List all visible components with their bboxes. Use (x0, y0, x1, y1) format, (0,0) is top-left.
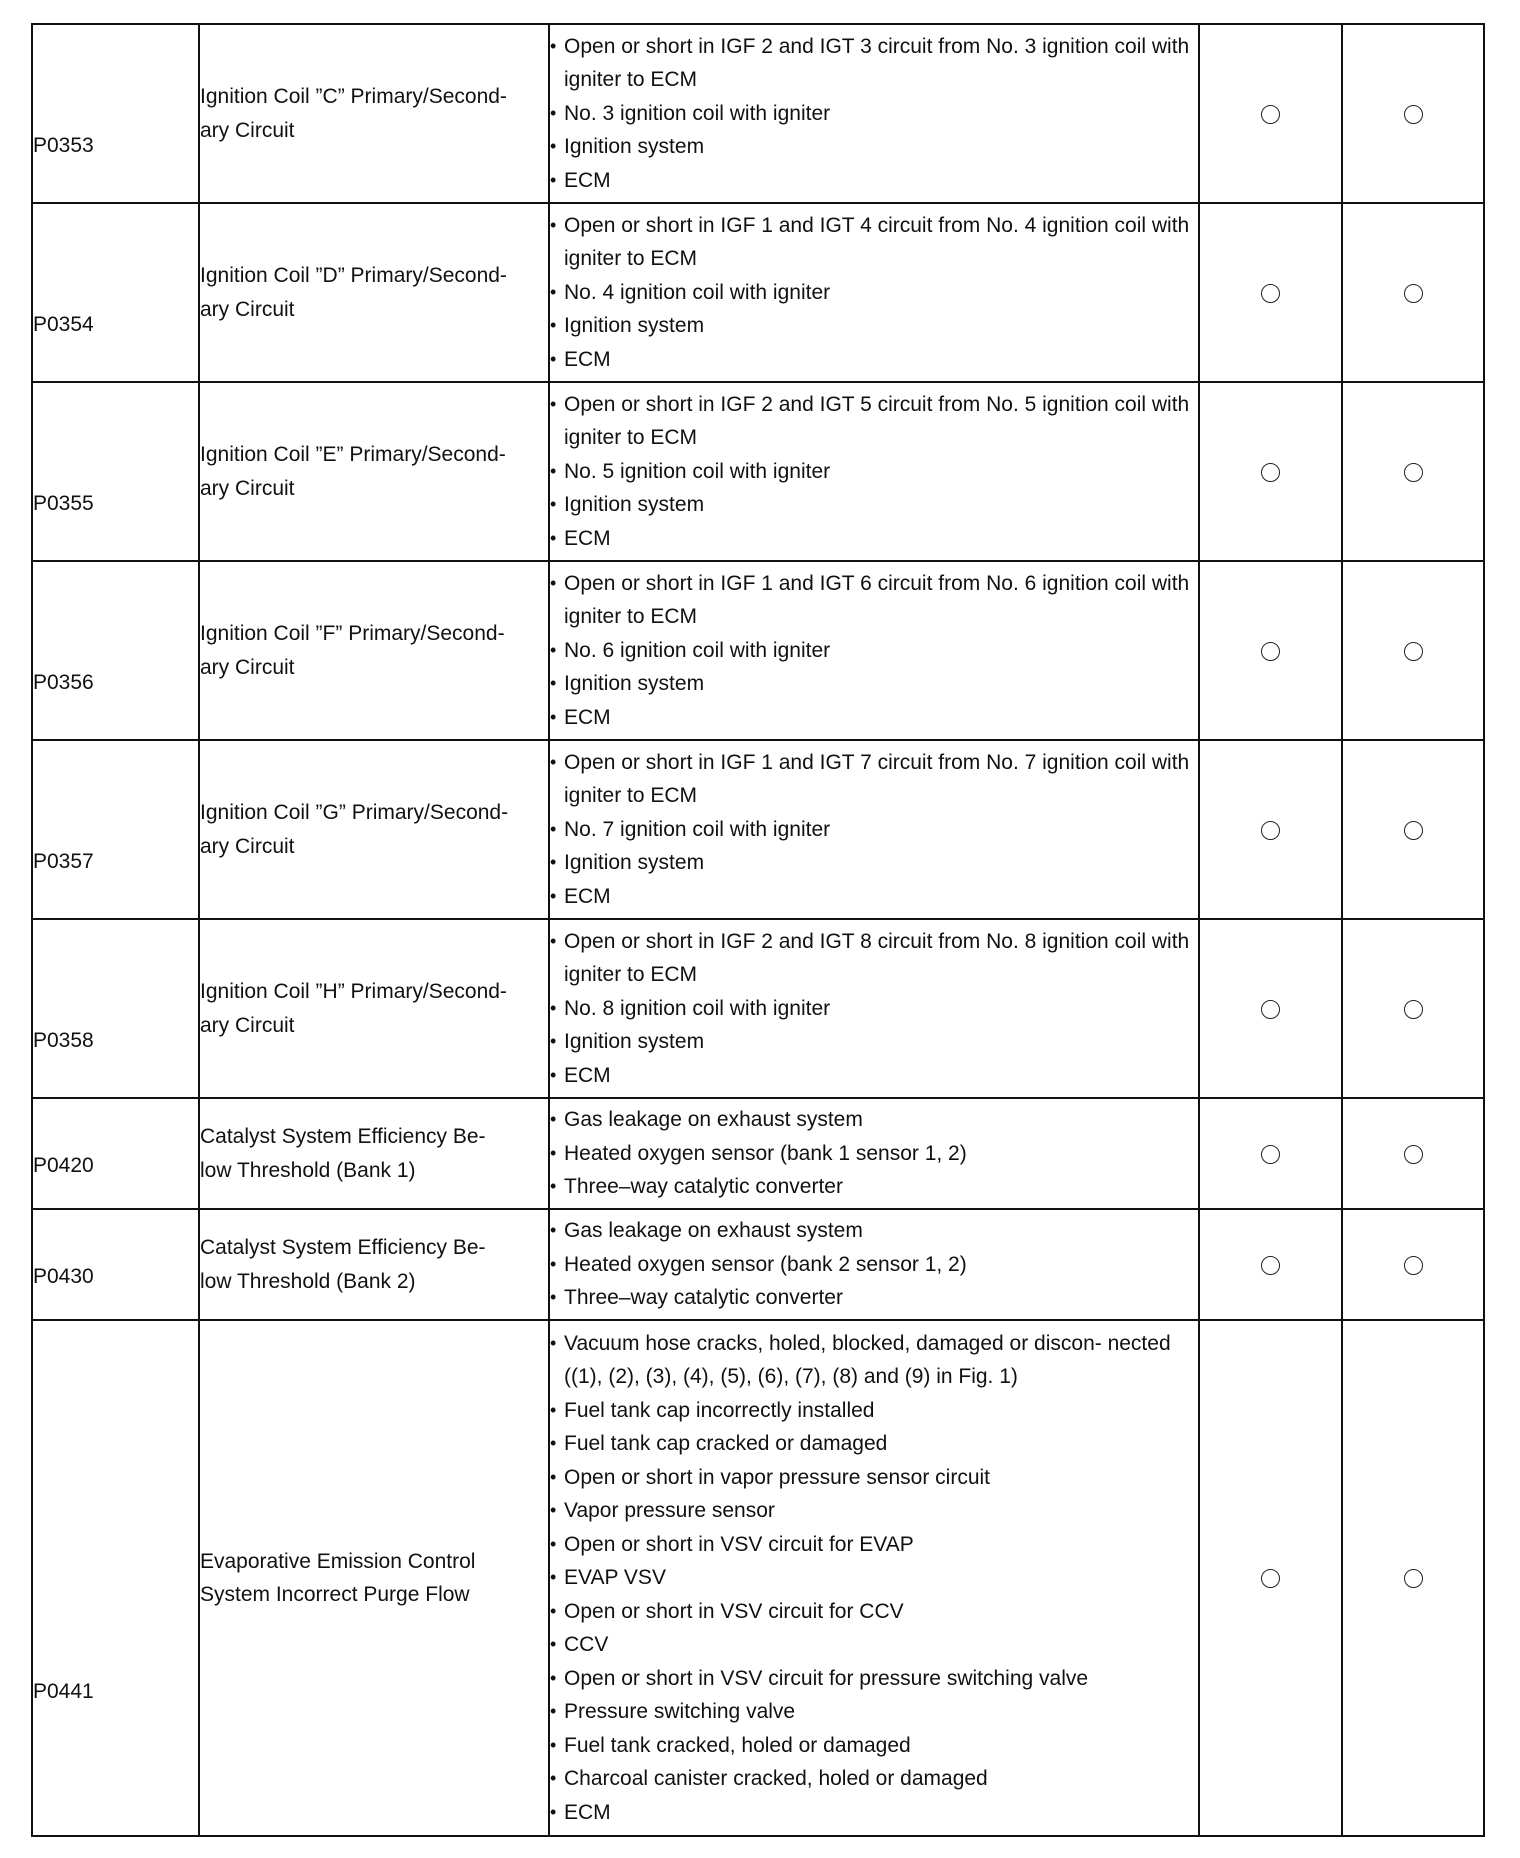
dtc-code-cell (32, 382, 199, 561)
trouble-area-item: • Heated oxygen sensor (bank 2 sensor 1, 2) (550, 1248, 1198, 1282)
check-mark-cell-2 (1342, 382, 1484, 561)
trouble-area-item: • Open or short in IGF 1 and IGT 7 circuit from No. 7 ignition coil with igniter to ECM (550, 746, 1198, 813)
trouble-area-item: • No. 8 ignition coil with igniter (550, 992, 1198, 1026)
trouble-area-cell (549, 1320, 1199, 1836)
trouble-area-item: • Ignition system (550, 488, 1198, 522)
trouble-area-item: • Open or short in IGF 1 and IGT 6 circuit from No. 6 ignition coil with igniter to ECM (550, 567, 1198, 634)
dtc-code-cell (32, 1320, 199, 1836)
detection-item: Catalyst System Efficiency Be- low Threshold (Bank 2) (200, 1236, 486, 1293)
trouble-area-item: • Vacuum hose cracks, holed, blocked, damaged or discon- nected ((1), (2), (3), (4), (5), (6), (7), (8) and (9) in Fig. 1) (550, 1327, 1198, 1394)
trouble-area-item: • Fuel tank cap incorrectly installed (550, 1394, 1198, 1428)
trouble-area-item: • Pressure switching valve (550, 1695, 1198, 1729)
trouble-area-cell (549, 740, 1199, 919)
dtc-code: P0430 (33, 1265, 94, 1289)
check-mark-cell-1 (1199, 740, 1342, 919)
trouble-area-item: • Three–way catalytic converter (550, 1170, 1198, 1204)
table-row (32, 919, 1484, 1098)
check-mark-cell-1 (1199, 1320, 1342, 1836)
trouble-area-cell (549, 919, 1199, 1098)
trouble-area-cell (549, 203, 1199, 382)
trouble-area-item: • Three–way catalytic converter (550, 1281, 1198, 1315)
detection-item: Ignition Coil ”D” Primary/Second- ary Circuit (200, 264, 507, 321)
dtc-code-cell (32, 203, 199, 382)
check-mark-cell-2 (1342, 203, 1484, 382)
trouble-area-item: • Open or short in IGF 2 and IGT 8 circuit from No. 8 ignition coil with igniter to ECM (550, 925, 1198, 992)
trouble-area-item: • Heated oxygen sensor (bank 1 sensor 1, 2) (550, 1137, 1198, 1171)
check-mark-cell-2 (1342, 919, 1484, 1098)
circle-mark-icon (1261, 1256, 1280, 1275)
circle-mark-icon (1404, 105, 1423, 124)
dtc-code: P0353 (33, 133, 94, 157)
trouble-area-item: • Open or short in VSV circuit for pressure switching valve (550, 1662, 1198, 1696)
check-mark-cell-2 (1342, 740, 1484, 919)
trouble-area-item: • No. 7 ignition coil with igniter (550, 813, 1198, 847)
dtc-code-cell (32, 1098, 199, 1209)
table-row (32, 24, 1484, 203)
trouble-area-item: • Ignition system (550, 1025, 1198, 1059)
trouble-area-item: • Open or short in vapor pressure sensor circuit (550, 1461, 1198, 1495)
trouble-area-item: • No. 4 ignition coil with igniter (550, 276, 1198, 310)
circle-mark-icon (1261, 463, 1280, 482)
trouble-area-item: • Ignition system (550, 130, 1198, 164)
check-mark-cell-2 (1342, 1098, 1484, 1209)
detection-item: Ignition Coil ”G” Primary/Second- ary Circuit (200, 801, 509, 858)
circle-mark-icon (1261, 284, 1280, 303)
dtc-code: P0357 (33, 849, 94, 873)
detection-item-cell (199, 1209, 549, 1320)
trouble-area-item: • Charcoal canister cracked, holed or damaged (550, 1762, 1198, 1796)
circle-mark-icon (1261, 1145, 1280, 1164)
dtc-code: P0358 (33, 1028, 94, 1052)
check-mark-cell-1 (1199, 561, 1342, 740)
trouble-area-item: • Ignition system (550, 846, 1198, 880)
circle-mark-icon (1404, 1569, 1423, 1588)
circle-mark-icon (1404, 1256, 1423, 1275)
trouble-area-list (550, 1327, 1198, 1830)
trouble-area-item: • CCV (550, 1628, 1198, 1662)
check-mark-cell-1 (1199, 24, 1342, 203)
detection-item: Catalyst System Efficiency Be- low Threshold (Bank 1) (200, 1125, 486, 1182)
trouble-area-list (550, 388, 1198, 556)
detection-item-cell (199, 1320, 549, 1836)
trouble-area-item: • ECM (550, 880, 1198, 914)
detection-item-cell (199, 382, 549, 561)
trouble-area-list (550, 1214, 1198, 1315)
trouble-area-list (550, 1103, 1198, 1204)
dtc-code: P0441 (33, 1680, 94, 1704)
check-mark-cell-1 (1199, 1098, 1342, 1209)
trouble-area-cell (549, 1098, 1199, 1209)
circle-mark-icon (1261, 1569, 1280, 1588)
trouble-area-item: • No. 5 ignition coil with igniter (550, 455, 1198, 489)
trouble-area-item: • Open or short in IGF 2 and IGT 5 circuit from No. 5 ignition coil with igniter to ECM (550, 388, 1198, 455)
trouble-area-item: • Fuel tank cap cracked or damaged (550, 1427, 1198, 1461)
circle-mark-icon (1404, 642, 1423, 661)
circle-mark-icon (1261, 1000, 1280, 1019)
trouble-area-cell (549, 1209, 1199, 1320)
circle-mark-icon (1404, 821, 1423, 840)
trouble-area-item: • Open or short in IGF 2 and IGT 3 circuit from No. 3 ignition coil with igniter to ECM (550, 30, 1198, 97)
detection-item: Evaporative Emission Control System Incorrect Purge Flow (200, 1549, 476, 1606)
check-mark-cell-1 (1199, 203, 1342, 382)
dtc-table-body (32, 24, 1484, 1836)
dtc-code: P0354 (33, 312, 94, 336)
trouble-area-item: • ECM (550, 1059, 1198, 1093)
circle-mark-icon (1261, 642, 1280, 661)
trouble-area-item: • ECM (550, 701, 1198, 735)
dtc-code: P0356 (33, 670, 94, 694)
trouble-area-item: • Vapor pressure sensor (550, 1494, 1198, 1528)
detection-item-cell (199, 740, 549, 919)
circle-mark-icon (1404, 463, 1423, 482)
dtc-code-cell (32, 561, 199, 740)
dtc-code: P0420 (33, 1154, 94, 1178)
circle-mark-icon (1261, 105, 1280, 124)
table-row (32, 740, 1484, 919)
table-row (32, 561, 1484, 740)
trouble-area-item: • ECM (550, 164, 1198, 198)
dtc-code-cell (32, 740, 199, 919)
trouble-area-item: • ECM (550, 343, 1198, 377)
trouble-area-item: • EVAP VSV (550, 1561, 1198, 1595)
table-row (32, 1320, 1484, 1836)
dtc-code: P0355 (33, 491, 94, 515)
circle-mark-icon (1404, 1000, 1423, 1019)
trouble-area-list (550, 746, 1198, 914)
trouble-area-item: • Gas leakage on exhaust system (550, 1214, 1198, 1248)
trouble-area-item: • ECM (550, 1796, 1198, 1830)
check-mark-cell-2 (1342, 1209, 1484, 1320)
trouble-area-cell (549, 561, 1199, 740)
trouble-area-item: • Ignition system (550, 309, 1198, 343)
trouble-area-list (550, 925, 1198, 1093)
detection-item-cell (199, 919, 549, 1098)
trouble-area-item: • Gas leakage on exhaust system (550, 1103, 1198, 1137)
trouble-area-list (550, 567, 1198, 735)
detection-item: Ignition Coil ”F” Primary/Second- ary Circuit (200, 622, 505, 679)
table-row (32, 203, 1484, 382)
trouble-area-item: • Open or short in IGF 1 and IGT 4 circuit from No. 4 ignition coil with igniter to ECM (550, 209, 1198, 276)
trouble-area-item: • No. 6 ignition coil with igniter (550, 634, 1198, 668)
table-row (32, 382, 1484, 561)
check-mark-cell-2 (1342, 1320, 1484, 1836)
check-mark-cell-1 (1199, 919, 1342, 1098)
dtc-code-cell (32, 919, 199, 1098)
circle-mark-icon (1404, 284, 1423, 303)
trouble-area-cell (549, 382, 1199, 561)
dtc-code-cell (32, 1209, 199, 1320)
trouble-area-list (550, 30, 1198, 198)
detection-item: Ignition Coil ”C” Primary/Second- ary Circuit (200, 85, 507, 142)
detection-item: Ignition Coil ”E” Primary/Second- ary Circuit (200, 443, 506, 500)
trouble-area-cell (549, 24, 1199, 203)
detection-item: Ignition Coil ”H” Primary/Second- ary Circuit (200, 980, 507, 1037)
trouble-area-item: • ECM (550, 522, 1198, 556)
table-row (32, 1209, 1484, 1320)
trouble-area-list (550, 209, 1198, 377)
trouble-area-item: • Fuel tank cracked, holed or damaged (550, 1729, 1198, 1763)
detection-item-cell (199, 561, 549, 740)
trouble-area-item: • Open or short in VSV circuit for EVAP (550, 1528, 1198, 1562)
trouble-area-item: • No. 3 ignition coil with igniter (550, 97, 1198, 131)
table-row (32, 1098, 1484, 1209)
dtc-table (31, 23, 1485, 1837)
circle-mark-icon (1404, 1145, 1423, 1164)
trouble-area-item: • Ignition system (550, 667, 1198, 701)
circle-mark-icon (1261, 821, 1280, 840)
detection-item-cell (199, 24, 549, 203)
check-mark-cell-2 (1342, 24, 1484, 203)
trouble-area-item: • Open or short in VSV circuit for CCV (550, 1595, 1198, 1629)
dtc-code-cell (32, 24, 199, 203)
detection-item-cell (199, 1098, 549, 1209)
check-mark-cell-1 (1199, 1209, 1342, 1320)
detection-item-cell (199, 203, 549, 382)
check-mark-cell-2 (1342, 561, 1484, 740)
check-mark-cell-1 (1199, 382, 1342, 561)
